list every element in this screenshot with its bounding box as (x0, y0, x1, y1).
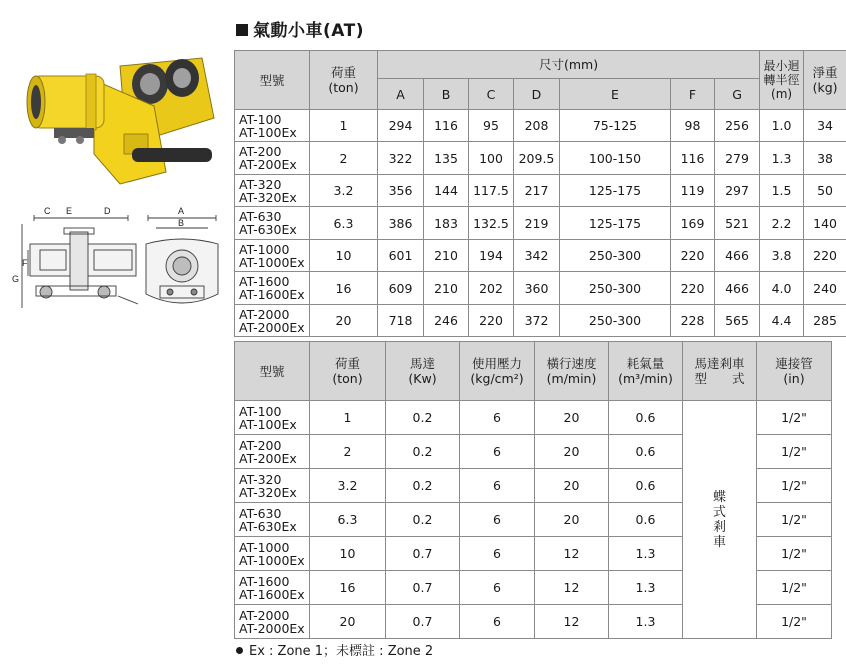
model-cell (235, 571, 310, 605)
header-model: 型號 (235, 342, 310, 401)
speed-cell: 20 (535, 401, 609, 435)
model-cell (235, 110, 310, 142)
dim-c-cell: 95 (469, 110, 514, 142)
brake-type-cell (683, 401, 757, 639)
header-net-weight: 淨重 (kg) (804, 51, 846, 110)
air-consumption-cell: 1.3 (609, 605, 683, 639)
model-name: AT-320 (239, 471, 282, 487)
air-consumption-cell: 0.6 (609, 469, 683, 503)
model-name: AT-2000Ex (239, 319, 305, 335)
dim-a-cell: 386 (378, 207, 424, 240)
dim-b-cell: 116 (424, 110, 469, 142)
model-name: AT-200Ex (239, 157, 297, 172)
dim-g-cell: 521 (715, 207, 760, 240)
motor-cell: 0.2 (386, 469, 460, 503)
drawing-label-f: F (22, 258, 28, 268)
page-title (236, 16, 364, 41)
model-name: AT-1600 (239, 274, 290, 289)
dimension-table (234, 50, 846, 337)
load-cell: 6.3 (310, 207, 378, 240)
turning-radius-cell: 4.4 (760, 305, 804, 337)
model-name: AT-100 (239, 403, 282, 419)
net-weight-cell: 38 (804, 142, 846, 175)
model-name: AT-1600 (239, 573, 290, 589)
dim-a-cell: 718 (378, 305, 424, 337)
dim-e-cell: 125-175 (560, 207, 671, 240)
speed-cell: 20 (535, 469, 609, 503)
drawing-label-d: D (104, 206, 111, 216)
load-cell: 16 (310, 272, 378, 305)
load-cell: 20 (310, 305, 378, 337)
dim-b-cell: 210 (424, 272, 469, 305)
net-weight-cell: 50 (804, 175, 846, 207)
dim-a-cell: 609 (378, 272, 424, 305)
dim-f-cell: 220 (671, 240, 715, 272)
pressure-cell: 6 (460, 503, 535, 537)
turning-radius-cell: 1.5 (760, 175, 804, 207)
dim-f-cell: 98 (671, 110, 715, 142)
dim-e-cell: 100-150 (560, 142, 671, 175)
model-name: AT-100Ex (239, 124, 297, 140)
table-row (235, 142, 846, 175)
brake-type-text: 蝶式剎車 (712, 489, 726, 550)
motor-cell: 0.2 (386, 503, 460, 537)
dim-d-cell: 209.5 (514, 142, 560, 175)
pressure-cell: 6 (460, 401, 535, 435)
dim-b-cell: 246 (424, 305, 469, 337)
table-row (235, 110, 846, 142)
dim-a-cell: 294 (378, 110, 424, 142)
header-load: 荷重 (ton) (310, 51, 378, 110)
model-cell (235, 605, 310, 639)
pressure-cell: 6 (460, 605, 535, 639)
dim-b-cell: 183 (424, 207, 469, 240)
model-name: AT-1000 (239, 241, 290, 257)
header-dim-d: D (514, 79, 560, 110)
product-photo (24, 44, 220, 186)
model-name: AT-320Ex (239, 189, 297, 205)
model-name: AT-1600Ex (239, 586, 305, 602)
speed-cell: 12 (535, 605, 609, 639)
net-weight-cell: 240 (804, 272, 846, 305)
model-name: AT-320Ex (239, 484, 297, 500)
model-cell (235, 401, 310, 435)
header-speed: 橫行速度 (m/min) (535, 342, 609, 401)
model-name: AT-200 (239, 437, 282, 453)
performance-table (234, 341, 832, 639)
dim-c-cell: 202 (469, 272, 514, 305)
dim-d-cell: 208 (514, 110, 560, 142)
motor-cell: 0.2 (386, 435, 460, 469)
load-cell: 2 (310, 142, 378, 175)
header-dim-b: B (424, 79, 469, 110)
turning-radius-cell: 1.3 (760, 142, 804, 175)
motor-cell: 0.7 (386, 537, 460, 571)
model-name: AT-200Ex (239, 450, 297, 466)
header-turning-radius: 最小迴 轉半徑 (m) (760, 51, 804, 110)
load-cell: 1 (310, 401, 386, 435)
drawing-label-b: B (178, 218, 185, 228)
pipe-cell: 1/2" (757, 605, 832, 639)
load-cell: 20 (310, 605, 386, 639)
pipe-cell: 1/2" (757, 469, 832, 503)
page-title-text: 氣動小車(AT) (253, 21, 364, 41)
model-name: AT-1000Ex (239, 254, 305, 270)
speed-cell: 12 (535, 571, 609, 605)
model-name: AT-630Ex (239, 222, 297, 237)
net-weight-cell: 285 (804, 305, 846, 337)
load-cell: 16 (310, 571, 386, 605)
dim-f-cell: 169 (671, 207, 715, 240)
load-cell: 3.2 (310, 469, 386, 503)
model-cell (235, 175, 310, 207)
dim-f-cell: 119 (671, 175, 715, 207)
load-cell: 2 (310, 435, 386, 469)
table-row (235, 207, 846, 240)
dim-f-cell: 220 (671, 272, 715, 305)
header-motor: 馬達 (Kw) (386, 342, 460, 401)
model-cell (235, 272, 310, 305)
model-cell (235, 207, 310, 240)
air-consumption-cell: 1.3 (609, 571, 683, 605)
model-name: AT-630Ex (239, 518, 297, 534)
model-name: AT-2000 (239, 306, 290, 322)
bullet-icon (236, 647, 243, 654)
header-air-consumption: 耗氣量 (m³/min) (609, 342, 683, 401)
dim-b-cell: 210 (424, 240, 469, 272)
model-name: AT-100 (239, 111, 282, 127)
dim-c-cell: 100 (469, 142, 514, 175)
pressure-cell: 6 (460, 435, 535, 469)
model-cell (235, 435, 310, 469)
dim-d-cell: 219 (514, 207, 560, 240)
header-pipe: 連接管 (in) (757, 342, 832, 401)
model-name: AT-630 (239, 209, 282, 224)
load-cell: 10 (310, 537, 386, 571)
drawing-label-a: A (178, 206, 185, 216)
header-load: 荷重 (ton) (310, 342, 386, 401)
air-consumption-cell: 0.6 (609, 435, 683, 469)
turning-radius-cell: 3.8 (760, 240, 804, 272)
model-name: AT-2000Ex (239, 620, 305, 636)
drawing-label-c: C (44, 206, 51, 216)
dim-g-cell: 466 (715, 272, 760, 305)
dim-c-cell: 194 (469, 240, 514, 272)
dim-g-cell: 256 (715, 110, 760, 142)
model-name: AT-100Ex (239, 416, 297, 432)
turning-radius-cell: 4.0 (760, 272, 804, 305)
turning-radius-cell: 1.0 (760, 110, 804, 142)
header-dim-e: E (560, 79, 671, 110)
motor-cell: 0.7 (386, 605, 460, 639)
dim-a-cell: 322 (378, 142, 424, 175)
speed-cell: 20 (535, 503, 609, 537)
air-consumption-cell: 0.6 (609, 401, 683, 435)
dim-b-cell: 135 (424, 142, 469, 175)
table-row (235, 272, 846, 305)
net-weight-cell: 220 (804, 240, 846, 272)
turning-radius-cell: 2.2 (760, 207, 804, 240)
title-square-icon (236, 24, 248, 36)
table-row (235, 175, 846, 207)
motor-cell: 0.7 (386, 571, 460, 605)
model-name: AT-200 (239, 144, 282, 159)
header-dim-g: G (715, 79, 760, 110)
air-consumption-cell: 1.3 (609, 537, 683, 571)
net-weight-cell: 34 (804, 110, 846, 142)
drawing-label-g: G (12, 274, 20, 284)
dim-g-cell: 279 (715, 142, 760, 175)
header-dim-c: C (469, 79, 514, 110)
net-weight-cell: 140 (804, 207, 846, 240)
pressure-cell: 6 (460, 537, 535, 571)
model-name: AT-320 (239, 176, 282, 192)
model-name: AT-1000Ex (239, 552, 305, 568)
dim-d-cell: 217 (514, 175, 560, 207)
dim-g-cell: 297 (715, 175, 760, 207)
technical-drawing (10, 204, 222, 316)
model-cell (235, 240, 310, 272)
dim-e-cell: 250-300 (560, 272, 671, 305)
load-cell: 10 (310, 240, 378, 272)
dim-f-cell: 116 (671, 142, 715, 175)
model-name: AT-2000 (239, 607, 290, 623)
dim-d-cell: 372 (514, 305, 560, 337)
load-cell: 6.3 (310, 503, 386, 537)
pipe-cell: 1/2" (757, 537, 832, 571)
header-dim-a: A (378, 79, 424, 110)
dim-f-cell: 228 (671, 305, 715, 337)
motor-cell: 0.2 (386, 401, 460, 435)
dim-a-cell: 601 (378, 240, 424, 272)
dim-a-cell: 356 (378, 175, 424, 207)
speed-cell: 12 (535, 537, 609, 571)
model-name: AT-1000 (239, 539, 290, 555)
header-pressure: 使用壓力 (kg/cm²) (460, 342, 535, 401)
header-model: 型號 (235, 51, 310, 110)
load-cell: 1 (310, 110, 378, 142)
model-cell (235, 537, 310, 571)
dim-e-cell: 250-300 (560, 305, 671, 337)
pipe-cell: 1/2" (757, 435, 832, 469)
pipe-cell: 1/2" (757, 503, 832, 537)
dim-e-cell: 250-300 (560, 240, 671, 272)
air-consumption-cell: 0.6 (609, 503, 683, 537)
model-name: AT-1600Ex (239, 287, 305, 302)
speed-cell: 20 (535, 435, 609, 469)
table-row (235, 240, 846, 272)
dim-c-cell: 220 (469, 305, 514, 337)
model-cell (235, 503, 310, 537)
model-cell (235, 305, 310, 337)
dim-g-cell: 565 (715, 305, 760, 337)
load-cell: 3.2 (310, 175, 378, 207)
pipe-cell: 1/2" (757, 401, 832, 435)
model-cell (235, 142, 310, 175)
pipe-cell: 1/2" (757, 571, 832, 605)
footnote (236, 640, 433, 659)
dim-c-cell: 117.5 (469, 175, 514, 207)
pressure-cell: 6 (460, 469, 535, 503)
model-cell (235, 469, 310, 503)
dim-e-cell: 125-175 (560, 175, 671, 207)
dim-e-cell: 75-125 (560, 110, 671, 142)
header-dimensions: 尺寸(mm) (378, 51, 760, 79)
header-brake-type: 馬達剎車 型 式 (683, 342, 757, 401)
dim-c-cell: 132.5 (469, 207, 514, 240)
footnote-text: Ex : Zone 1；未標註 : Zone 2 (249, 644, 434, 659)
dim-g-cell: 466 (715, 240, 760, 272)
dim-d-cell: 360 (514, 272, 560, 305)
model-name: AT-630 (239, 505, 282, 521)
dim-d-cell: 342 (514, 240, 560, 272)
dim-b-cell: 144 (424, 175, 469, 207)
table-row (235, 401, 832, 435)
header-dim-f: F (671, 79, 715, 110)
drawing-label-e: E (66, 206, 73, 216)
table-row (235, 305, 846, 337)
pressure-cell: 6 (460, 571, 535, 605)
